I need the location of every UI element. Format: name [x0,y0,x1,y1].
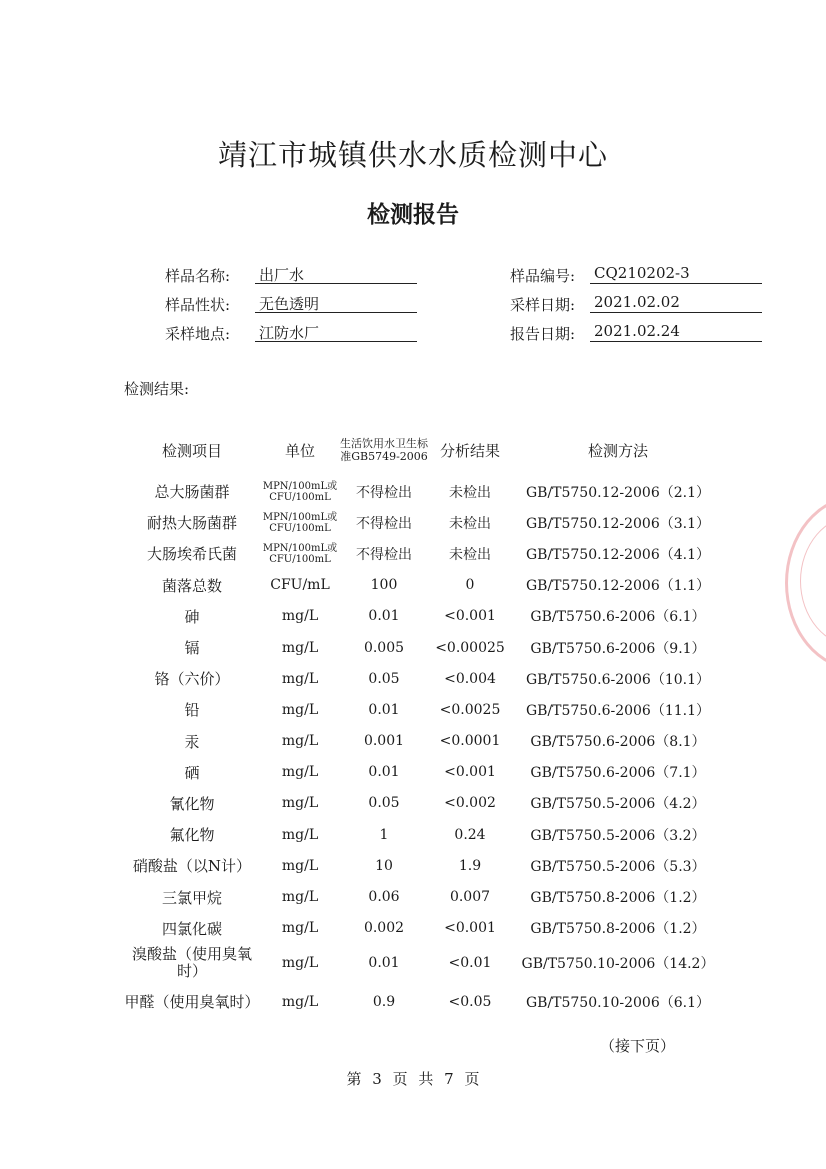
cell-method: GB/T5750.5-2006（5.3） [530,858,706,875]
cell-item: 汞 [184,732,200,751]
cell-unit: mg/L [281,955,319,972]
cell-method: GB/T5750.12-2006（2.1） [525,484,711,501]
cell-item: 砷 [184,607,200,626]
cell-method: GB/T5750.8-2006（1.2） [530,890,706,907]
cell-result: 0.24 [454,826,486,843]
header-result: 分析结果 [439,441,500,460]
cell-unit: mg/L [281,670,319,687]
cell-unit: mg/L [281,920,319,937]
sample-name-label: 样品名称: [164,267,230,285]
table-row [124,850,724,881]
cell-item: 大肠埃希氏菌 [146,545,237,564]
header-unit: 单位 [284,441,315,460]
cell-result: <0.001 [444,608,496,625]
table-row [124,538,724,569]
header-method: 检测方法 [587,441,648,460]
cell-standard: 1 [379,826,389,843]
cell-result: 未检出 [449,484,491,501]
cell-method: GB/T5750.5-2006（3.2） [530,827,706,844]
cell-standard: 0.01 [368,608,400,625]
table-row [124,944,724,983]
cell-unit: mg/L [281,889,319,906]
cell-item: 硒 [184,763,200,782]
results-label: 检测结果: [124,380,190,398]
cell-unit: mg/L [281,826,319,843]
cell-unit: MPN/100mL或CFU/100mL [262,480,338,503]
cell-result: 未检出 [449,546,491,563]
cell-item: 三氯甲烷 [161,888,222,907]
cell-item: 总大肠菌群 [154,483,230,502]
cell-result: <0.002 [444,795,496,812]
cell-unit: MPN/100mL或CFU/100mL [262,542,338,565]
table-row [124,476,724,507]
cell-method: GB/T5750.6-2006（11.1） [525,702,711,719]
cell-method: GB/T5750.10-2006（6.1） [525,995,711,1012]
sample-date-label: 采样日期: [509,296,575,314]
report-date-value: 2021.02.24 [590,322,762,342]
table-row [124,663,724,694]
cell-item: 菌落总数 [161,576,222,595]
cell-result: 未检出 [449,515,491,532]
cell-method: GB/T5750.5-2006（4.2） [530,796,706,813]
cell-standard: 10 [375,857,393,874]
cell-unit: mg/L [281,994,319,1011]
sample-no-value: CQ210202-3 [590,264,762,284]
cell-item: 镉 [184,639,200,658]
cell-method: GB/T5750.6-2006（7.1） [530,765,706,782]
cell-unit: mg/L [281,639,319,656]
cell-item: 甲醛（使用臭氧时） [124,992,260,1011]
cell-item: 溴酸盐（使用臭氧时） [131,945,252,981]
table-row [124,983,724,1022]
cell-method: GB/T5750.10-2006（14.2） [521,956,715,973]
cell-result: <0.05 [448,994,492,1011]
cell-result: <0.0001 [439,733,501,750]
cell-method: GB/T5750.6-2006（10.1） [525,671,711,688]
cell-method: GB/T5750.12-2006（4.1） [525,546,711,563]
cell-result: <0.0025 [439,701,501,718]
sample-name-value: 出厂水 [255,264,417,284]
cell-item: 四氯化碳 [161,919,222,938]
cell-result: <0.001 [444,920,496,937]
continued-note: （接下页） [600,1037,676,1055]
header-standard: 生活饮用水卫生标准GB5749-2006 [340,437,428,463]
cell-result: <0.004 [444,670,496,687]
header-item: 检测项目 [161,441,222,460]
table-row [124,601,724,632]
cell-item: 耐热大肠菌群 [146,514,237,533]
report-date-label: 报告日期: [509,325,575,343]
cell-method: GB/T5750.6-2006（9.1） [530,640,706,657]
cell-standard: 不得检出 [356,484,412,501]
sample-state-label: 样品性状: [164,296,230,314]
cell-method: GB/T5750.6-2006（8.1） [530,734,706,751]
cell-unit: mg/L [281,764,319,781]
cell-item: 氰化物 [169,794,215,813]
table-row [124,726,724,757]
sample-no-label: 样品编号: [509,267,575,285]
sample-state-value: 无色透明 [255,293,417,313]
table-row [124,913,724,944]
cell-standard: 0.01 [368,764,400,781]
cell-standard: 0.01 [368,955,400,972]
table-row [124,694,724,725]
cell-unit: mg/L [281,857,319,874]
cell-result: 1.9 [458,857,482,874]
cell-unit: MPN/100mL或CFU/100mL [262,511,338,534]
cell-method: GB/T5750.8-2006（1.2） [530,921,706,938]
cell-unit: mg/L [281,795,319,812]
results-table [124,424,724,1022]
cell-unit: CFU/mL [270,577,330,594]
cell-item: 铅 [184,701,200,720]
cell-result: <0.01 [448,955,492,972]
cell-standard: 0.9 [372,994,396,1011]
cell-standard: 0.01 [368,701,400,718]
cell-standard: 100 [370,577,398,594]
page-number: 第 3 页 共 7 页 [346,1070,480,1088]
cell-unit: mg/L [281,701,319,718]
table-row [124,632,724,663]
cell-standard: 不得检出 [356,546,412,563]
cell-standard: 0.05 [368,670,400,687]
cell-standard: 0.005 [363,639,405,656]
table-row [124,788,724,819]
report-subtitle: 检测报告 [367,201,459,228]
sample-site-label: 采样地点: [164,325,230,343]
page-title: 靖江市城镇供水水质检测中心 [217,138,608,172]
table-row [124,757,724,788]
cell-unit: mg/L [281,608,319,625]
cell-result: 0.007 [449,889,491,906]
table-row [124,507,724,538]
cell-item: 氟化物 [169,826,215,845]
cell-result: <0.00025 [435,639,505,656]
cell-standard: 0.06 [368,889,400,906]
cell-standard: 不得检出 [356,515,412,532]
cell-item: 硝酸盐（以N计） [132,857,252,876]
sample-date-value: 2021.02.02 [590,293,762,313]
cell-standard: 0.001 [363,733,405,750]
cell-method: GB/T5750.12-2006（3.1） [525,515,711,532]
cell-result: <0.001 [444,764,496,781]
table-row [124,881,724,912]
table-row [124,570,724,601]
cell-result: 0 [465,577,475,594]
cell-unit: mg/L [281,733,319,750]
cell-method: GB/T5750.6-2006（6.1） [530,609,706,626]
table-row [124,819,724,850]
cell-standard: 0.002 [363,920,405,937]
cell-standard: 0.05 [368,795,400,812]
cell-method: GB/T5750.12-2006（1.1） [525,578,711,595]
table-header-row [124,424,724,476]
sample-site-value: 江防水厂 [255,322,417,342]
cell-item: 铬（六价） [154,670,230,689]
